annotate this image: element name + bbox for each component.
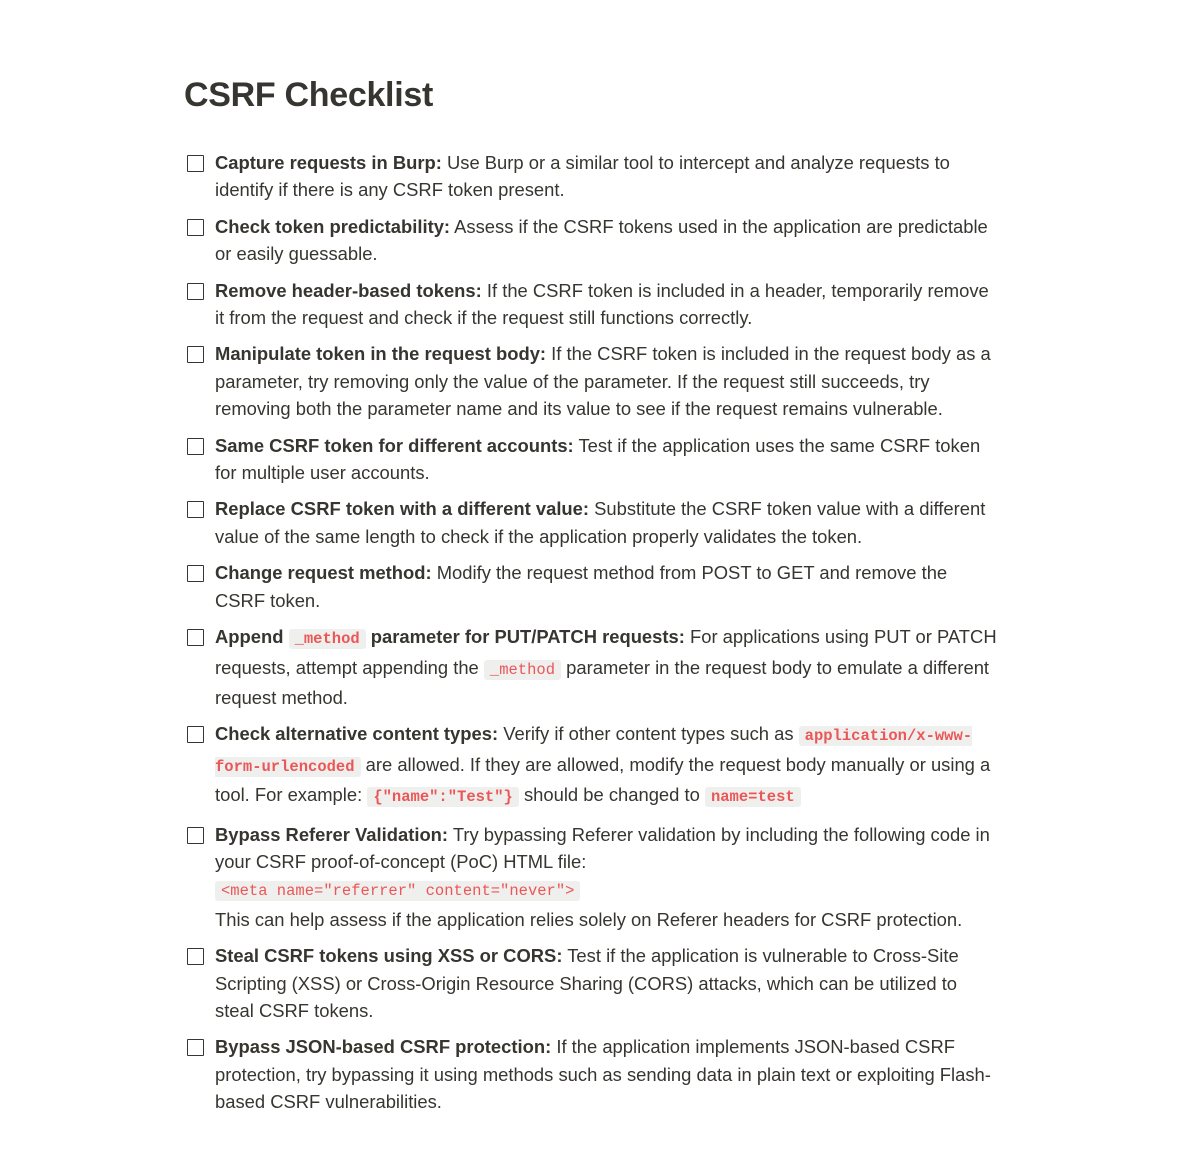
todo-heading: Bypass Referer Validation: xyxy=(215,823,449,845)
todo-text xyxy=(215,1033,999,1115)
checkbox[interactable] xyxy=(187,438,204,455)
todo-text xyxy=(215,559,999,614)
checkbox[interactable] xyxy=(187,827,204,844)
checkbox[interactable] xyxy=(187,501,204,518)
page-title: CSRF Checklist xyxy=(184,76,433,114)
todo-body: parameter in the request body to emulate a different request method. xyxy=(215,656,990,708)
todo-text xyxy=(215,623,999,711)
inline-code: {"name":"Test"} xyxy=(367,787,519,807)
todo-heading: Capture requests in Burp: xyxy=(215,152,442,173)
todo-item xyxy=(187,495,999,550)
todo-item xyxy=(187,340,999,422)
todo-item xyxy=(187,623,999,711)
todo-body: For applications using PUT or PATCH requests, attempt appending the xyxy=(215,626,997,678)
todo-heading: Change request method: xyxy=(215,562,432,584)
todo-item xyxy=(187,720,999,811)
todo-text xyxy=(215,720,999,811)
todo-item xyxy=(187,432,999,487)
todo-body: This can help assess if the application relies solely on Referer headers for CSRF protection. xyxy=(215,908,963,930)
todo-text xyxy=(215,942,999,1024)
todo-item xyxy=(187,149,999,204)
checkbox[interactable] xyxy=(187,948,204,965)
todo-item xyxy=(187,821,999,934)
inline-code: name=test xyxy=(705,787,801,807)
todo-text xyxy=(215,340,999,422)
todo-heading: Replace CSRF token with a different value: xyxy=(215,498,590,520)
todo-body: Verify if other content types such as xyxy=(498,723,799,745)
todo-body: If the CSRF token is included in a header, temporarily remove it from the request and check if the request still functions correctly. xyxy=(215,279,989,329)
inline-code: <meta name="referrer" content="never"> xyxy=(215,881,580,901)
todo-body: Use Burp or a similar tool to intercept and analyze requests to identify if there is any CSRF token present. xyxy=(215,152,950,201)
todo-item xyxy=(187,1033,999,1115)
todo-heading: Remove header-based tokens: xyxy=(215,279,482,301)
todo-heading: Manipulate token in the request body: xyxy=(215,343,547,365)
inline-code: _method xyxy=(289,629,366,649)
checkbox[interactable] xyxy=(187,155,204,172)
checkbox[interactable] xyxy=(187,565,204,582)
todo-text xyxy=(215,495,999,550)
todo-heading: Same CSRF token for different accounts: xyxy=(215,434,574,456)
todo-heading: Check token predictability: xyxy=(215,215,451,237)
inline-code: _method xyxy=(484,660,561,680)
checkbox[interactable] xyxy=(187,629,204,646)
inline-code: application/x-www-form-urlencoded xyxy=(215,727,973,776)
todo-text xyxy=(215,432,999,487)
todo-text xyxy=(215,149,999,204)
todo-heading: Check alternative content types: xyxy=(215,723,499,745)
todo-body: Modify the request method from POST to GET and remove the CSRF token. xyxy=(215,562,948,611)
todo-heading: Steal CSRF tokens using XSS or CORS: xyxy=(215,945,563,967)
todo-body: Assess if the CSRF tokens used in the application are predictable or easily guessable. xyxy=(215,215,988,265)
todo-body: If the application implements JSON-based CSRF protection, try bypassing it using methods such as sending data in plain text or exploiting Flash-based CSRF vulnerabilities. xyxy=(215,1036,991,1113)
todo-body: Test if the application is vulnerable to Cross-Site Scripting (XSS) or Cross-Origin Resource Sharing (CORS) attacks, which can be utilized to steal CSRF tokens. xyxy=(215,945,959,1021)
checkbox[interactable] xyxy=(187,346,204,363)
todo-item xyxy=(187,277,999,332)
todo-list xyxy=(187,149,999,1125)
todo-body: are allowed. If they are allowed, modify the request body manually or using a tool. For example: xyxy=(215,753,991,806)
todo-item xyxy=(187,213,999,268)
todo-heading: Bypass JSON-based CSRF protection: xyxy=(215,1036,552,1058)
todo-text xyxy=(215,821,999,934)
todo-heading xyxy=(215,626,685,647)
heading-prefix: Append xyxy=(215,626,289,648)
todo-body: Substitute the CSRF token value with a different value of the same length to check if the application properly validates the token. xyxy=(215,498,986,547)
checkbox[interactable] xyxy=(187,726,204,743)
todo-text xyxy=(215,213,999,268)
todo-item xyxy=(187,559,999,614)
checkbox[interactable] xyxy=(187,283,204,300)
todo-body: should be changed to xyxy=(518,784,705,806)
todo-body: If the CSRF token is included in the request body as a parameter, try removing only the value of the parameter. If the request still succeeds, try removing both the parameter name and its value to see if the request remains vulnerable. xyxy=(215,343,991,420)
heading-suffix: parameter for PUT/PATCH requests: xyxy=(365,626,685,648)
todo-body: Test if the application uses the same CSRF token for multiple user accounts. xyxy=(215,434,981,484)
todo-body: Try bypassing Referer validation by including the following code in your CSRF proof-of-concept (PoC) HTML file: xyxy=(215,823,990,872)
checkbox[interactable] xyxy=(187,219,204,236)
checkbox[interactable] xyxy=(187,1039,204,1056)
todo-text xyxy=(215,277,999,332)
todo-item xyxy=(187,942,999,1024)
